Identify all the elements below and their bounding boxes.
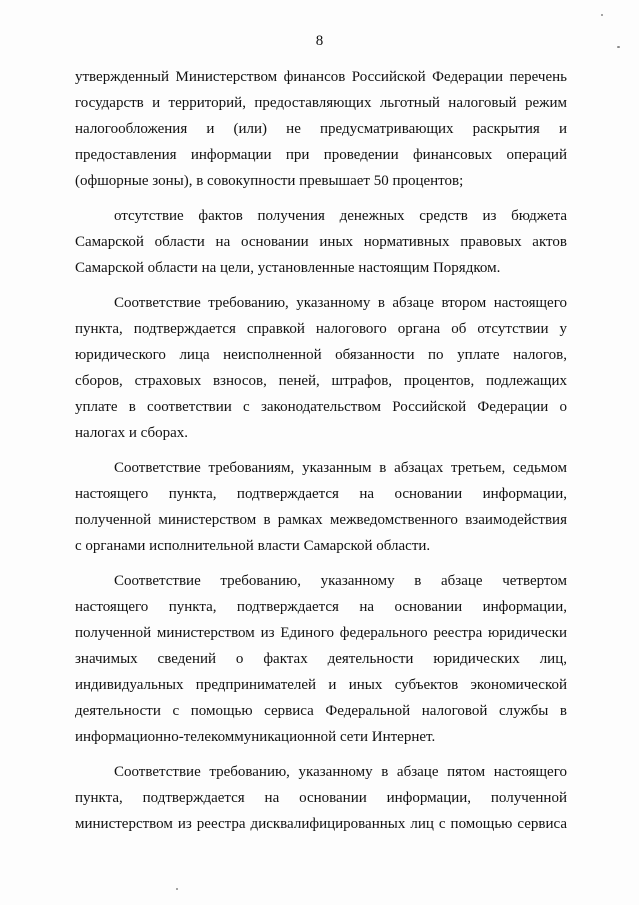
text-line: полученной министерством из Единого федерального реестра юридически xyxy=(75,625,567,641)
paragraph xyxy=(75,455,567,559)
text-line: налогообложения и (или) не предусматривающих раскрытия и xyxy=(75,121,567,137)
text-line: юридического лица неисполненной обязанности по уплате налогов, xyxy=(75,347,567,363)
text-line: значимых сведений о фактах деятельности юридических лиц, xyxy=(75,651,567,667)
text-line: Самарской области на цели, установленные настоящим Порядком. xyxy=(75,260,501,276)
text-line: Соответствие требованию, указанному в абзаце втором настоящего xyxy=(114,295,567,311)
text-line: (офшорные зоны), в совокупности превышает 50 процентов; xyxy=(75,173,464,189)
text-line: налогах и сборах. xyxy=(75,425,189,441)
text-line: предоставления информации при проведении финансовых операций xyxy=(75,147,567,163)
text-line: Соответствие требованию, указанному в абзаце четвертом xyxy=(114,573,567,589)
text-line: с органами исполнительной власти Самарской области. xyxy=(75,538,431,554)
text-line: Соответствие требованию, указанному в абзаце пятом настоящего xyxy=(114,764,567,780)
paragraph xyxy=(75,203,567,281)
text-line: утвержденный Министерством финансов Российской Федерации перечень xyxy=(75,69,567,85)
text-line: настоящего пункта, подтверждается на основании информации, xyxy=(75,486,567,502)
text-line: пункта, подтверждается справкой налогового органа об отсутствии у xyxy=(75,321,567,337)
text-line: пункта, подтверждается на основании информации, полученной xyxy=(75,790,567,806)
paragraph xyxy=(75,759,567,837)
text-line: Самарской области на основании иных нормативных правовых актов xyxy=(75,234,567,250)
paragraph xyxy=(75,64,567,194)
text-line: полученной министерством в рамках межведомственного взаимодействия xyxy=(75,512,567,528)
text-line: уплате в соответствии с законодательством Российской Федерации о xyxy=(75,399,567,415)
text-line: министерством из реестра дисквалифицированных лиц с помощью сервиса xyxy=(75,816,567,832)
paragraph xyxy=(75,290,567,446)
text-line: настоящего пункта, подтверждается на основании информации, xyxy=(75,599,567,615)
text-line: индивидуальных предпринимателей и иных субъектов экономической xyxy=(75,677,567,693)
text-line: Соответствие требованиям, указанным в абзацах третьем, седьмом xyxy=(114,460,567,476)
scan-speck xyxy=(601,14,603,16)
scan-speck xyxy=(176,888,178,890)
text-line: отсутствие фактов получения денежных средств из бюджета xyxy=(114,208,567,224)
page-number: 8 xyxy=(315,33,324,49)
text-line: деятельности с помощью сервиса Федеральной налоговой службы в xyxy=(75,703,567,719)
text-line: сборов, страховых взносов, пеней, штрафов, процентов, подлежащих xyxy=(75,373,567,389)
paragraph xyxy=(75,568,567,750)
document-body xyxy=(75,64,567,837)
text-line: государств и территорий, предоставляющих льготный налоговый режим xyxy=(75,95,567,111)
text-line: информационно-телекоммуникационной сети Интернет. xyxy=(75,729,436,745)
